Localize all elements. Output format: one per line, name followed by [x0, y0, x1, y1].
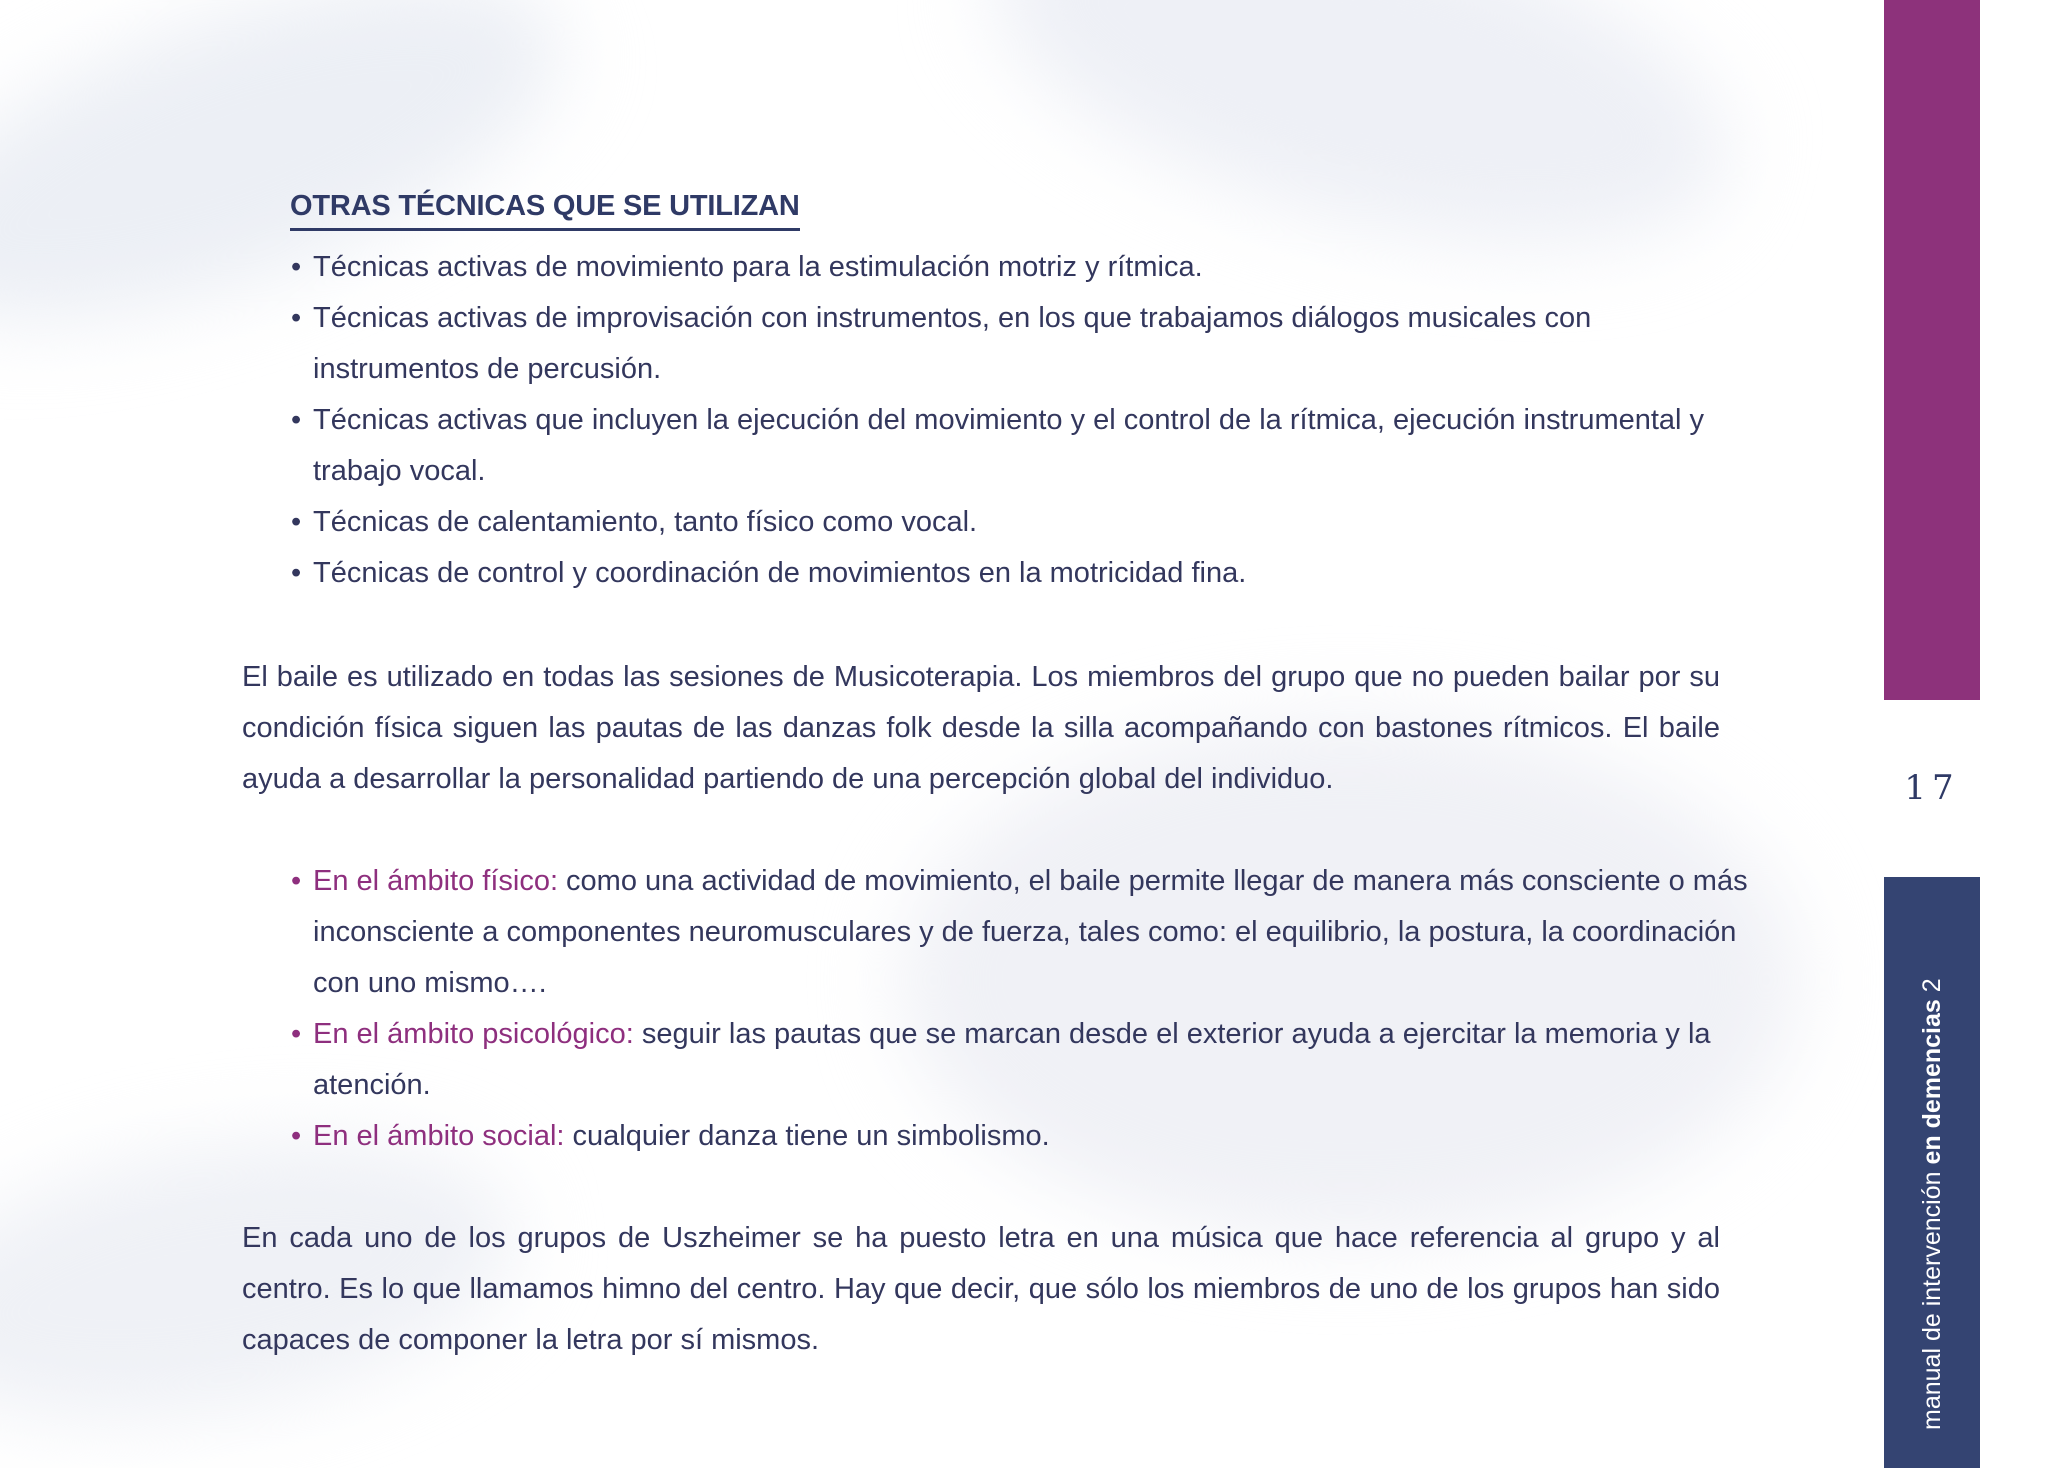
sidebar-accent-bar — [1884, 0, 1980, 700]
page-number: 17 — [1904, 768, 1960, 808]
areas-list — [291, 856, 1753, 1162]
list-item — [291, 548, 1753, 599]
area-lead: En el ámbito físico: — [313, 865, 558, 897]
list-item — [291, 1009, 1753, 1111]
section-heading: OTRAS TÉCNICAS QUE SE UTILIZAN — [290, 188, 800, 231]
list-item-text: Técnicas activas que incluyen la ejecución del movimiento y el control de la rítmica, ejecución instrumental y trabajo vocal. — [313, 404, 1705, 487]
techniques-list — [291, 242, 1753, 599]
bullet: • — [291, 302, 302, 334]
list-item — [291, 395, 1753, 497]
list-item-text: Técnicas de control y coordinación de movimientos en la motricidad fina. — [313, 557, 1247, 589]
area-text: seguir las pautas que se marcan desde el exterior ayuda a ejercitar la memoria y la atención. — [313, 1018, 1711, 1101]
bullet: • — [291, 251, 302, 283]
bullet: • — [291, 404, 302, 436]
area-text: cualquier danza tiene un simbolismo. — [564, 1120, 1050, 1152]
list-item — [291, 242, 1753, 293]
manual-title-regular: manual de intervención — [1918, 1164, 1946, 1430]
bullet: • — [291, 1120, 302, 1152]
area-lead: En el ámbito psicológico: — [313, 1018, 634, 1050]
list-item-text: Técnicas de calentamiento, tanto físico como vocal. — [313, 506, 978, 538]
bullet: • — [291, 865, 302, 897]
area-text: como una actividad de movimiento, el baile permite llegar de manera más consciente o más inconsciente a componentes neuromusculares y de fuerza, tales como: el equilibrio, la postura, la coordinación con uno mismo…. — [313, 865, 1748, 999]
anthem-paragraph: En cada uno de los grupos de Uszheimer se ha puesto letra en una música que hace referencia al grupo y al centro. Es lo que llamamos himno del centro. Hay que decir, que sólo los miembros de uno de los grupos han sido capaces de componer la letra por sí mismos. — [242, 1222, 1720, 1356]
list-item — [291, 497, 1753, 548]
area-lead: En el ámbito social: — [313, 1120, 565, 1152]
bullet: • — [291, 557, 302, 589]
list-item — [291, 856, 1753, 1009]
list-item-text: Técnicas activas de improvisación con instrumentos, en los que trabajamos diálogos musicales con instrumentos de percusión. — [313, 302, 1592, 385]
bullet: • — [291, 1018, 302, 1050]
bullet: • — [291, 506, 302, 538]
manual-title — [1918, 978, 1946, 1430]
list-item — [291, 293, 1753, 395]
manual-title-suffix: 2 — [1918, 978, 1946, 1000]
manual-title-bold: en demencias — [1918, 999, 1946, 1165]
list-item — [291, 1111, 1753, 1162]
dance-paragraph: El baile es utilizado en todas las sesiones de Musicoterapia. Los miembros del grupo que no pueden bailar por su condición física siguen las pautas de las danzas folk desde la silla acompañando con bastones rítmicos. El baile ayuda a desarrollar la personalidad partiendo de una percepción global del individuo. — [242, 661, 1720, 795]
list-item-text: Técnicas activas de movimiento para la estimulación motriz y rítmica. — [313, 251, 1203, 283]
